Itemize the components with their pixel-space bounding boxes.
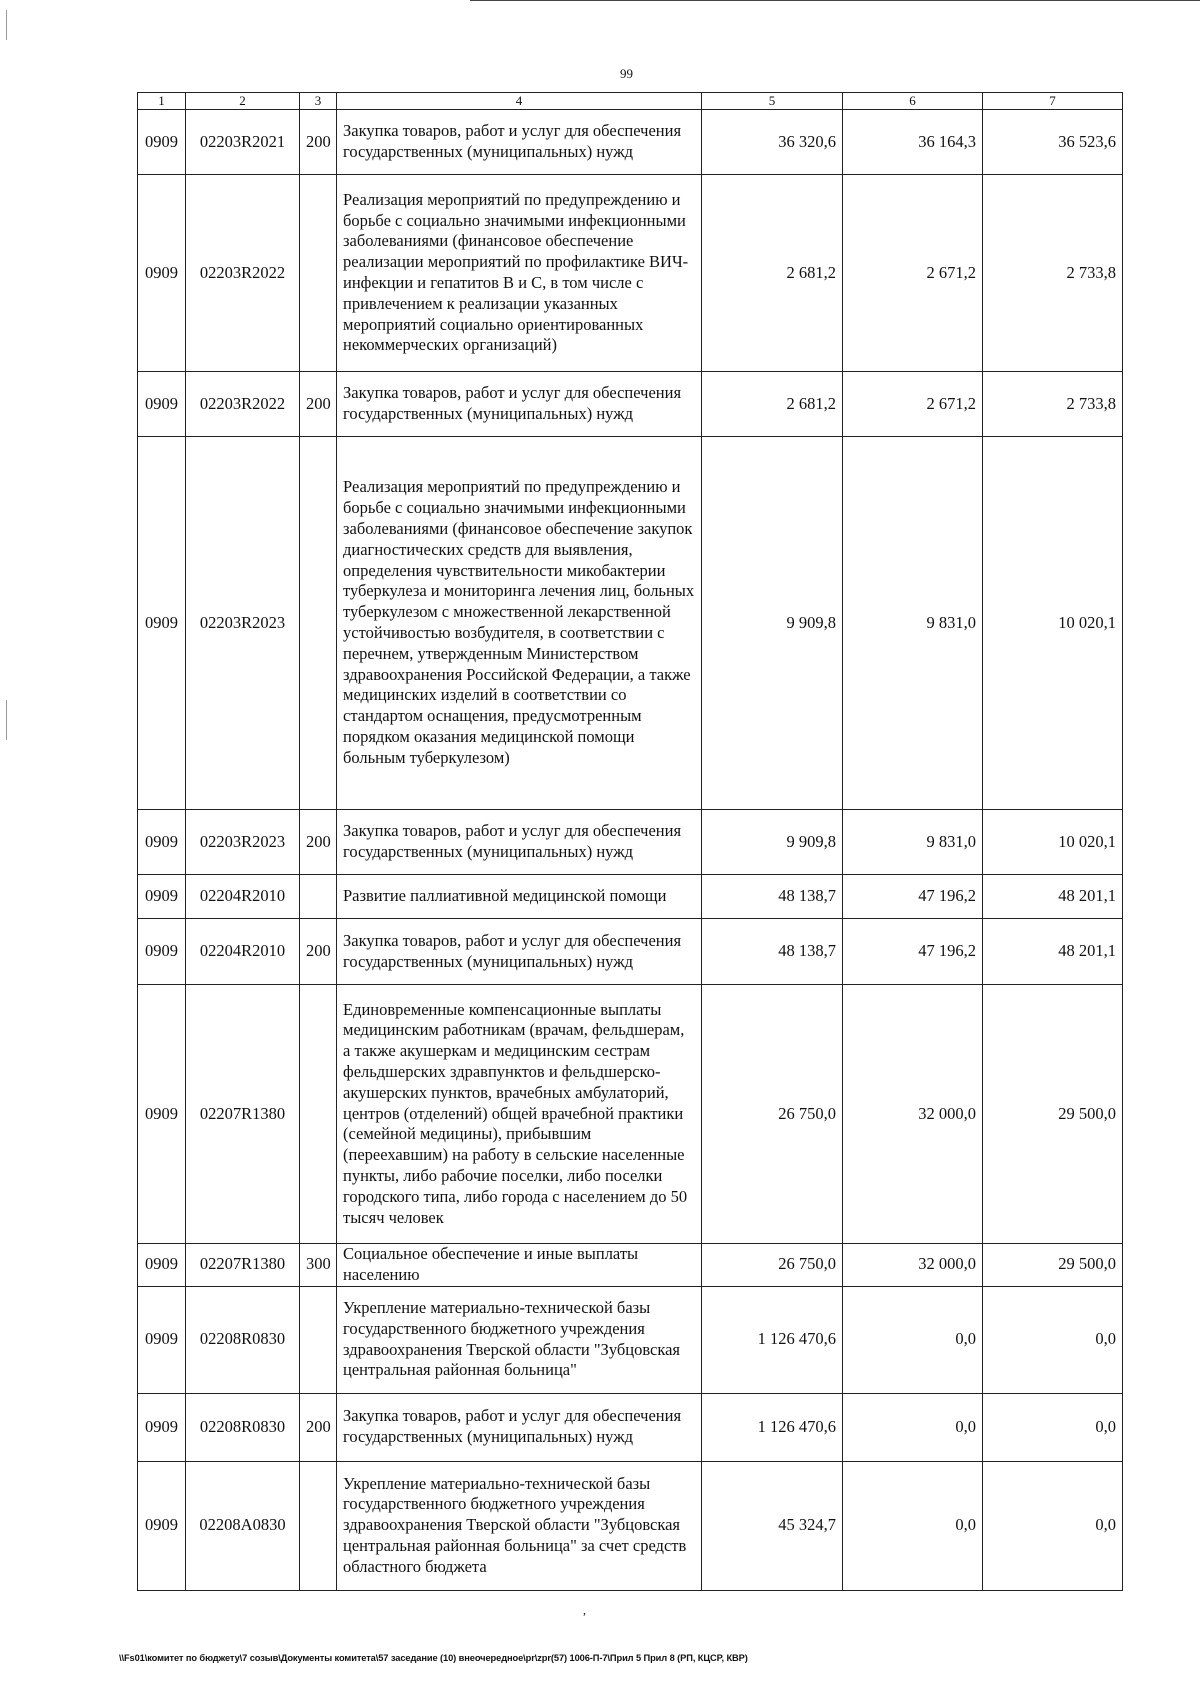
table-row xyxy=(138,919,1123,985)
table-row xyxy=(138,1393,1123,1461)
target-article-code: 02207R1380 xyxy=(186,985,300,1244)
section-code: 0909 xyxy=(138,875,186,919)
column-number-row xyxy=(138,93,1123,110)
section-code: 0909 xyxy=(138,919,186,985)
description: Укрепление материально-технической базы государственного бюджетного учреждения здравоохранения Тверской области "Зубцовская центральная районная больница" xyxy=(337,1286,702,1393)
amount-col7: 0,0 xyxy=(983,1461,1123,1590)
column-header: 5 xyxy=(702,93,843,110)
page-number: 99 xyxy=(620,66,633,81)
description: Закупка товаров, работ и услуг для обеспечения государственных (муниципальных) нужд xyxy=(337,810,702,875)
amount-col7: 10 020,1 xyxy=(983,810,1123,875)
amount-col6: 0,0 xyxy=(843,1461,983,1590)
amount-col7: 48 201,1 xyxy=(983,875,1123,919)
amount-col6: 0,0 xyxy=(843,1286,983,1393)
column-header: 6 xyxy=(843,93,983,110)
amount-col7: 36 523,6 xyxy=(983,110,1123,175)
table-row xyxy=(138,875,1123,919)
amount-col7: 10 020,1 xyxy=(983,437,1123,810)
target-article-code: 02204R2010 xyxy=(186,919,300,985)
expense-type-code xyxy=(300,437,337,810)
section-code: 0909 xyxy=(138,110,186,175)
expense-type-code: 200 xyxy=(300,919,337,985)
description: Развитие паллиативной медицинской помощи xyxy=(337,875,702,919)
section-code: 0909 xyxy=(138,372,186,437)
expense-type-code: 300 xyxy=(300,1244,337,1287)
table-row xyxy=(138,985,1123,1244)
amount-col7: 2 733,8 xyxy=(983,175,1123,372)
table-body xyxy=(138,93,1123,1591)
description: Закупка товаров, работ и услуг для обеспечения государственных (муниципальных) нужд xyxy=(337,372,702,437)
column-header: 1 xyxy=(138,93,186,110)
amount-col7: 29 500,0 xyxy=(983,1244,1123,1287)
column-header: 3 xyxy=(300,93,337,110)
section-code: 0909 xyxy=(138,1393,186,1461)
stray-mark: , xyxy=(583,1603,586,1617)
description: Реализация мероприятий по предупреждению и борьбе с социально значимыми инфекционными заболеваниями (финансовое обеспечение реализации мероприятий по профилактике ВИЧ-инфекции и гепатитов В и С, в том числе с привлечением к реализации указанных мероприятий социально ориентированных некоммерческих организаций) xyxy=(337,175,702,372)
expense-type-code xyxy=(300,175,337,372)
amount-col5: 1 126 470,6 xyxy=(702,1393,843,1461)
amount-col5: 2 681,2 xyxy=(702,372,843,437)
amount-col5: 26 750,0 xyxy=(702,1244,843,1287)
amount-col6: 2 671,2 xyxy=(843,372,983,437)
amount-col5: 48 138,7 xyxy=(702,919,843,985)
amount-col7: 29 500,0 xyxy=(983,985,1123,1244)
target-article-code: 02204R2010 xyxy=(186,875,300,919)
table-row xyxy=(138,1244,1123,1287)
table-row xyxy=(138,437,1123,810)
target-article-code: 02208A0830 xyxy=(186,1461,300,1590)
description: Закупка товаров, работ и услуг для обеспечения государственных (муниципальных) нужд xyxy=(337,110,702,175)
amount-col5: 9 909,8 xyxy=(702,437,843,810)
amount-col6: 47 196,2 xyxy=(843,919,983,985)
section-code: 0909 xyxy=(138,437,186,810)
expense-type-code xyxy=(300,1286,337,1393)
amount-col5: 48 138,7 xyxy=(702,875,843,919)
amount-col6: 36 164,3 xyxy=(843,110,983,175)
target-article-code: 02208R0830 xyxy=(186,1393,300,1461)
amount-col7: 0,0 xyxy=(983,1286,1123,1393)
amount-col5: 45 324,7 xyxy=(702,1461,843,1590)
target-article-code: 02203R2021 xyxy=(186,110,300,175)
table-row xyxy=(138,372,1123,437)
top-border-line xyxy=(470,0,1200,1)
expense-type-code xyxy=(300,875,337,919)
table-row xyxy=(138,1286,1123,1393)
amount-col6: 32 000,0 xyxy=(843,985,983,1244)
section-code: 0909 xyxy=(138,1461,186,1590)
table-row xyxy=(138,810,1123,875)
table-row xyxy=(138,175,1123,372)
scan-edge-mark xyxy=(6,700,7,740)
amount-col5: 9 909,8 xyxy=(702,810,843,875)
expense-type-code: 200 xyxy=(300,1393,337,1461)
expense-type-code: 200 xyxy=(300,110,337,175)
table-row xyxy=(138,110,1123,175)
target-article-code: 02207R1380 xyxy=(186,1244,300,1287)
amount-col6: 9 831,0 xyxy=(843,810,983,875)
amount-col6: 9 831,0 xyxy=(843,437,983,810)
description: Реализация мероприятий по предупреждению и борьбе с социально значимыми инфекционными заболеваниями (финансовое обеспечение закупок диагностических средств для выявления, определения чувствительности микобактерии туберкулеза и мониторинга лечения лиц, больных туберкулезом с множественной лекарственной устойчивостью возбудителя, в соответствии с перечнем, утвержденным Министерством здравоохранения Российской Федерации, а также медицинских изделий в соответствии со стандартом оснащения, предусмотренным порядком оказания медицинской помощи больным туберкулезом) xyxy=(337,437,702,810)
column-header: 2 xyxy=(186,93,300,110)
amount-col7: 2 733,8 xyxy=(983,372,1123,437)
description: Социальное обеспечение и иные выплаты населению xyxy=(337,1244,702,1287)
amount-col6: 0,0 xyxy=(843,1393,983,1461)
amount-col5: 2 681,2 xyxy=(702,175,843,372)
target-article-code: 02203R2023 xyxy=(186,810,300,875)
expense-type-code: 200 xyxy=(300,372,337,437)
scan-edge-mark xyxy=(6,10,7,40)
expense-type-code xyxy=(300,985,337,1244)
target-article-code: 02208R0830 xyxy=(186,1286,300,1393)
section-code: 0909 xyxy=(138,1286,186,1393)
amount-col7: 48 201,1 xyxy=(983,919,1123,985)
amount-col5: 26 750,0 xyxy=(702,985,843,1244)
section-code: 0909 xyxy=(138,1244,186,1287)
section-code: 0909 xyxy=(138,985,186,1244)
amount-col6: 47 196,2 xyxy=(843,875,983,919)
amount-col5: 36 320,6 xyxy=(702,110,843,175)
amount-col5: 1 126 470,6 xyxy=(702,1286,843,1393)
column-header: 7 xyxy=(983,93,1123,110)
section-code: 0909 xyxy=(138,810,186,875)
amount-col7: 0,0 xyxy=(983,1393,1123,1461)
description: Закупка товаров, работ и услуг для обеспечения государственных (муниципальных) нужд xyxy=(337,1393,702,1461)
section-code: 0909 xyxy=(138,175,186,372)
amount-col6: 2 671,2 xyxy=(843,175,983,372)
target-article-code: 02203R2022 xyxy=(186,175,300,372)
description: Единовременные компенсационные выплаты медицинским работникам (врачам, фельдшерам, а также акушеркам и медицинским сестрам фельдшерских здравпунктов и фельдшерско-акушерских пунктов, врачебных амбулаторий, центров (отделений) общей врачебной практики (семейной медицины), прибывшим (переехавшим) на работу в сельские населенные пункты, либо рабочие поселки, либо поселки городского типа, либо города с населением до 50 тысяч человек xyxy=(337,985,702,1244)
amount-col6: 32 000,0 xyxy=(843,1244,983,1287)
expense-type-code: 200 xyxy=(300,810,337,875)
description: Закупка товаров, работ и услуг для обеспечения государственных (муниципальных) нужд xyxy=(337,919,702,985)
target-article-code: 02203R2023 xyxy=(186,437,300,810)
description: Укрепление материально-технической базы государственного бюджетного учреждения здравоохранения Тверской области "Зубцовская центральная районная больница" за счет средств областного бюджета xyxy=(337,1461,702,1590)
budget-table xyxy=(137,92,1123,1591)
file-path-footer: \\Fs01\комитет по бюджету\7 созыв\Документы комитета\57 заседание (10) внеочередное\pr\zpr(57) 1006-П-7\Прил 5 Прил 8 (РП, КЦСР, КВР) xyxy=(119,1653,748,1663)
table-row xyxy=(138,1461,1123,1590)
column-header: 4 xyxy=(337,93,702,110)
expense-type-code xyxy=(300,1461,337,1590)
target-article-code: 02203R2022 xyxy=(186,372,300,437)
